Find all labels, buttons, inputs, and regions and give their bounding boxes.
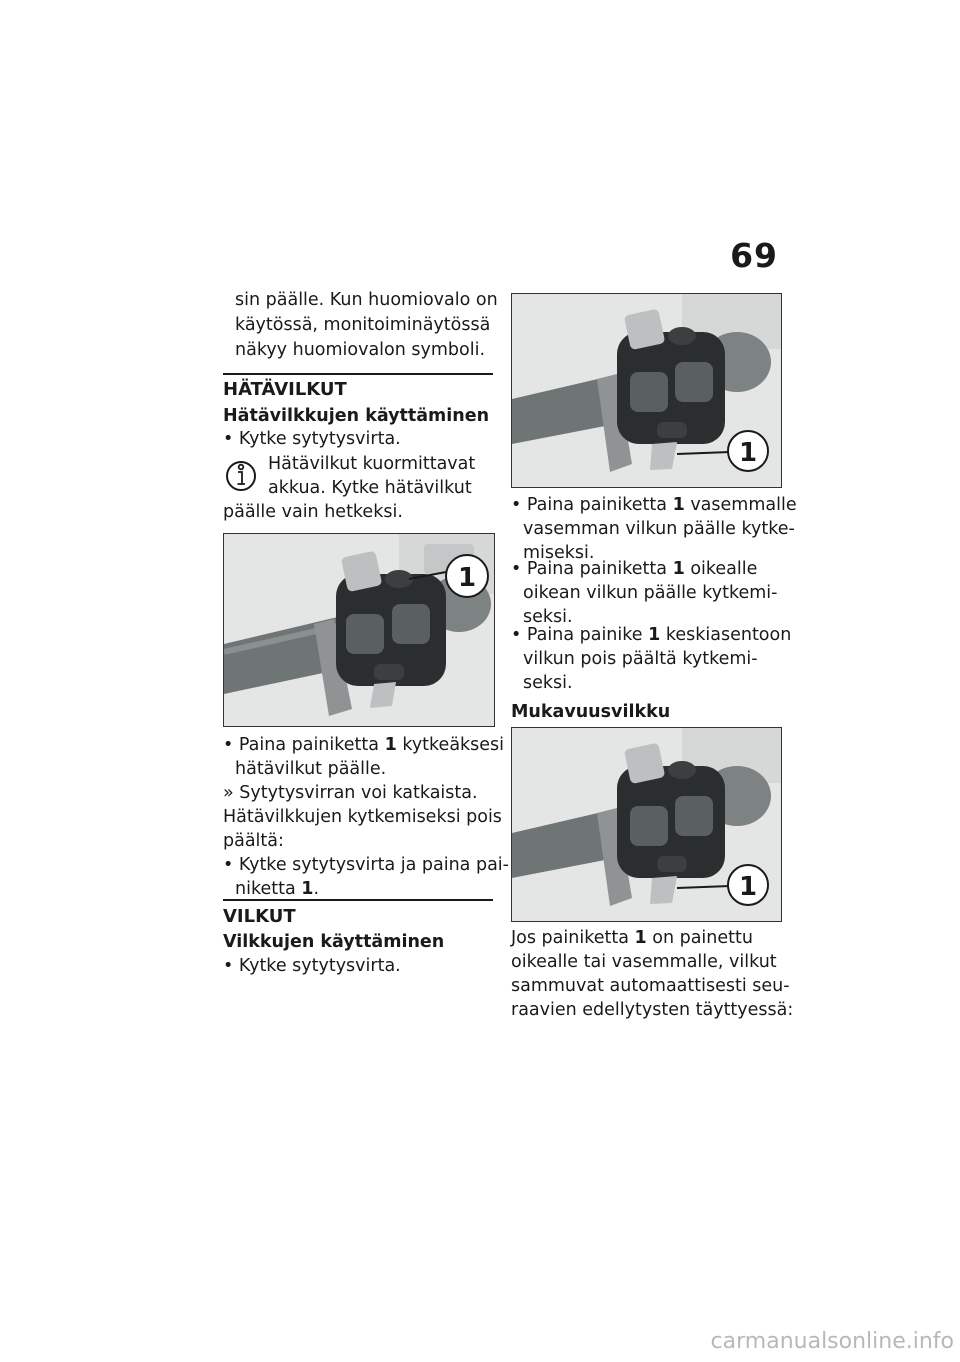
instruction-line: hätävilkut päälle. <box>235 759 387 779</box>
instruction-bullet: • Kytke sytytysvirta ja paina pai- <box>223 855 509 875</box>
body-line: päältä: <box>223 831 284 851</box>
section-subtitle: Hätävilkkujen käyttäminen <box>223 406 490 426</box>
intro-line: sin päälle. Kun huomiovalo on <box>235 290 498 310</box>
instruction-line: niketta 1. <box>235 879 320 899</box>
instruction-bullet: • Kytke sytytysvirta. <box>223 956 401 976</box>
result-line: » Sytytysvirran voi katkaista. <box>223 783 478 803</box>
instruction-line: oikean vilkun päälle kytkemi- <box>523 583 778 603</box>
note-line: Hätävilkut kuormittavat <box>268 454 476 474</box>
handlebar-photo <box>511 293 782 488</box>
body-line: raavien edellytysten täyttyessä: <box>511 1000 794 1020</box>
instruction-line: vasemman vilkun päälle kytke- <box>523 519 795 539</box>
instruction-bullet: • Kytke sytytysvirta. <box>223 429 401 449</box>
watermark: carmanualsonline.info <box>710 1329 954 1354</box>
section-title: VILKUT <box>223 906 296 927</box>
intro-line: käytössä, monitoiminäytössä <box>235 315 491 335</box>
body-line: Jos painiketta 1 on painettu <box>511 928 753 948</box>
callout-label: 1 <box>738 872 758 902</box>
handlebar-photo <box>511 727 782 922</box>
note-line: akkua. Kytke hätävilkut <box>268 478 472 498</box>
body-line: sammuvat automaattisesti seu- <box>511 976 790 996</box>
section-subtitle: Vilkkujen käyttäminen <box>223 932 445 952</box>
body-line: Hätävilkkujen kytkemiseksi pois <box>223 807 502 827</box>
note-line: päälle vain hetkeksi. <box>223 502 403 522</box>
section-rule <box>223 899 493 901</box>
body-line: oikealle tai vasemmalle, vilkut <box>511 952 777 972</box>
instruction-line: miseksi. <box>523 543 595 563</box>
instruction-bullet: • Paina painiketta 1 oikealle <box>511 559 758 579</box>
intro-line: näkyy huomiovalon symboli. <box>235 340 486 360</box>
callout-label: 1 <box>738 438 758 468</box>
handlebar-photo <box>223 533 495 727</box>
section-rule <box>223 373 493 375</box>
instruction-bullet: • Paina painike 1 keskiasentoon <box>511 625 792 645</box>
instruction-line: vilkun pois päältä kytkemi- <box>523 649 758 669</box>
instruction-line: seksi. <box>523 607 573 627</box>
info-icon <box>225 456 257 496</box>
section-title: HÄTÄVILKUT <box>223 379 347 400</box>
section-subtitle: Mukavuusvilkku <box>511 702 671 722</box>
page-number: 69 <box>730 236 778 275</box>
instruction-bullet: • Paina painiketta 1 kytkeäksesi <box>223 735 505 755</box>
instruction-bullet: • Paina painiketta 1 vasemmalle <box>511 495 797 515</box>
callout-label: 1 <box>457 563 477 593</box>
instruction-line: seksi. <box>523 673 573 693</box>
